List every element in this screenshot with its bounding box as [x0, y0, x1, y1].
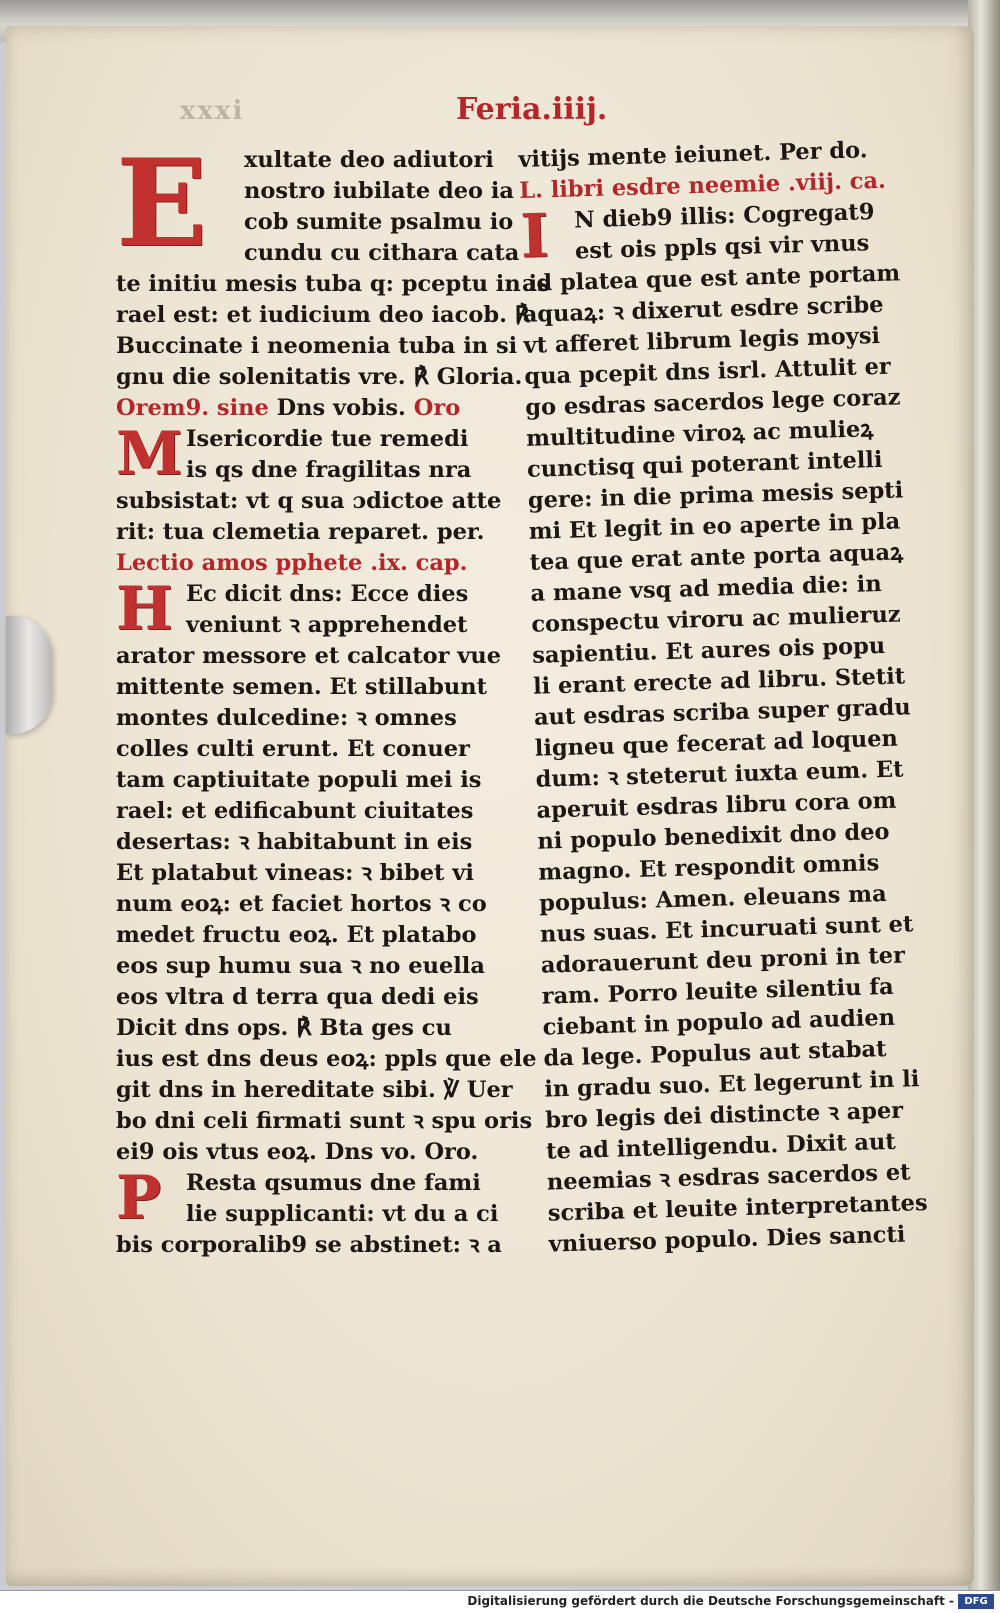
text-line: Resta qsumus dne fami	[186, 1170, 481, 1196]
text-line: a mane vsq ad media die: in	[530, 571, 882, 607]
text-line: gnu die solenitatis vre. ℟ Gloria.	[116, 364, 523, 390]
esdras-block	[519, 197, 894, 272]
decorated-initial-e: E	[116, 133, 208, 274]
text-line: medet fructu eoꝝ. Et platabo	[116, 922, 477, 948]
text-line: eos sup humu sua ꝛ no euella	[116, 953, 485, 979]
text-line: vt afferet librum legis moysi	[523, 322, 881, 359]
text-line: go esdras sacerdos lege coraz	[524, 384, 901, 421]
text-line: conspectu viroru ac mulieruz	[531, 601, 901, 638]
text-line: Buccinate i neomenia tuba in si	[116, 333, 518, 359]
text-line: xultate deo adiutori	[244, 147, 494, 173]
text-line: sapientiu. Et aures ois popu	[531, 632, 886, 669]
text-line: dum: ꝛ steterut iuxta eum. Et	[535, 756, 904, 793]
text-line: eos vltra d terra qua dedi eis	[116, 984, 479, 1010]
text-line: montes dulcedine: ꝛ omnes	[116, 705, 457, 731]
text-line: ni populo benedixit dno deo	[537, 818, 890, 855]
text-line: aut esdras scriba super gradu	[533, 694, 911, 731]
decorated-initial-p: P	[116, 1163, 162, 1233]
page-clip	[6, 616, 52, 734]
text-line: ram. Porro leuite silentiu fa	[541, 973, 894, 1010]
right-text-column	[518, 135, 928, 1261]
text-line: ei9 ois vtus eoꝝ. Dns vo. Oro.	[116, 1139, 479, 1165]
left-text-column	[116, 133, 550, 1261]
lectio-block	[116, 574, 501, 644]
text-line: gere: in die prima mesis septi	[527, 477, 904, 514]
text-line: bo dni celi firmati sunt ꝛ spu oris	[116, 1108, 533, 1134]
text-line: tam captiuitate populi mei is	[116, 767, 482, 793]
text-line: vniuerso populo. Dies sancti	[548, 1221, 906, 1258]
text-segment: Dns vobis.	[276, 395, 406, 421]
text-line: nostro iubilate deo ia	[244, 178, 514, 204]
text-line: ligneu que fecerat ad loquen	[534, 725, 899, 762]
text-line: magno. Et respondit omnis	[537, 850, 880, 886]
text-line: scriba et leuite interpretantes	[547, 1189, 928, 1227]
text-line: bro legis dei distincte ꝛ aper	[544, 1097, 904, 1134]
text-line: bis corporalib9 se abstinet: ꝛ a	[116, 1232, 502, 1258]
text-line: num eoꝝ: et faciet hortos ꝛ co	[116, 891, 487, 917]
text-line: adorauerunt deu proni in ter	[540, 942, 906, 979]
text-line: ciebant in populo ad audien	[542, 1004, 896, 1041]
text-line: in gradu suo. Et legerunt in li	[544, 1066, 920, 1103]
text-line: da lege. Populus aut stabat	[543, 1036, 887, 1072]
decorated-initial-i: I	[519, 201, 550, 272]
text-line: cundu cu cithara cata	[244, 240, 520, 266]
text-line: veniunt ꝛ apprehendet	[186, 612, 468, 638]
text-line: Et platabut vineas: ꝛ bibet vi	[116, 860, 474, 886]
text-line: ad platea que est ante portam	[521, 260, 901, 297]
lectio-heading: Lectio amos pphete .ix. cap.	[116, 550, 468, 576]
text-line: cunctisq qui poterant intelli	[526, 446, 883, 483]
text-line: cob sumite psalmu io	[244, 209, 514, 235]
introit-block	[116, 133, 520, 274]
text-line: neemias ꝛ esdras sacerdos et	[546, 1159, 911, 1196]
decorated-initial-m: M	[116, 419, 183, 489]
text-line: Dicit dns ops. ℟ Bta ges cu	[116, 1015, 452, 1041]
text-line: populus: Amen. eleuans ma	[538, 881, 887, 917]
text-line: rael est: et iudicium deo iacob. ℟	[116, 302, 531, 328]
text-line: multitudine viroꝝ ac mulieꝝ	[525, 416, 874, 452]
rubric-text: Oro	[413, 395, 461, 421]
text-line: tea que erat ante porta aquaꝝ	[529, 539, 904, 576]
decorated-initial-h: H	[116, 574, 173, 644]
text-line: git dns in hereditate sibi. ℣ Uer	[116, 1077, 513, 1103]
dfg-logo[interactable]: DFG	[958, 1594, 994, 1609]
text-line: is qs dne fragilitas nra	[186, 457, 472, 483]
viewer-footer	[0, 1590, 1000, 1613]
page-header	[160, 92, 860, 132]
text-line: Ec dicit dns: Ecce dies	[186, 581, 469, 607]
text-line: lie supplicanti: vt du a ci	[186, 1201, 499, 1227]
text-line: colles culti erunt. Et conuer	[116, 736, 470, 762]
text-line: li erant erecte ad libru. Stetit	[532, 663, 906, 700]
oremus-line	[116, 393, 501, 424]
text-line: N dieb9 illis: Cogregat9	[573, 199, 875, 234]
collect-block	[116, 419, 501, 489]
text-line: nus suas. Et incuruati sunt et	[539, 911, 914, 948]
text-line: aperuit esdras libru cora om	[536, 787, 897, 824]
text-line: desertas: ꝛ habitabunt in eis	[116, 829, 473, 855]
text-line: qua pcepit dns isrl. Attulit er	[524, 353, 892, 390]
text-line: Isericordie tue remedi	[186, 426, 469, 452]
text-line: arator messore et calcator vue	[116, 643, 502, 669]
text-line: est ois ppls qsi vir vnus	[574, 230, 870, 265]
text-line: te initiu mesis tuba q: pceptu in is	[116, 271, 550, 297]
text-line: te ad intelligendu. Dixit aut	[545, 1128, 897, 1165]
text-line: aquaꝝ: ꝛ dixerut esdre scribe	[522, 291, 884, 328]
text-line: mittente semen. Et stillabunt	[116, 674, 487, 700]
funding-credit: Digitalisierung gefördert durch die Deutsche Forschungsgemeinschaft -	[467, 1594, 954, 1608]
text-line: rael: et edificabunt ciuitates	[116, 798, 474, 824]
text-line: mi Et legit in eo aperte in pla	[528, 508, 901, 545]
rubric-text: sine	[216, 395, 269, 421]
lectio-heading: L. libri esdre neemie .viij. ca.	[518, 167, 887, 204]
text-line: vitijs mente ieiunet. Per do.	[518, 137, 868, 173]
rubric-text: Orem9.	[116, 395, 210, 421]
text-line: rit: tua clemetia reparet. per.	[116, 519, 485, 545]
text-line: ius est dns deus eoꝝ: ppls que ele	[116, 1046, 537, 1072]
prayer-block	[116, 1163, 501, 1233]
folio-number: xxxi	[180, 96, 245, 126]
text-line: subsistat: vt q sua ɔdictoe atte	[116, 488, 502, 514]
running-head: Feria.iiij.	[456, 92, 608, 127]
